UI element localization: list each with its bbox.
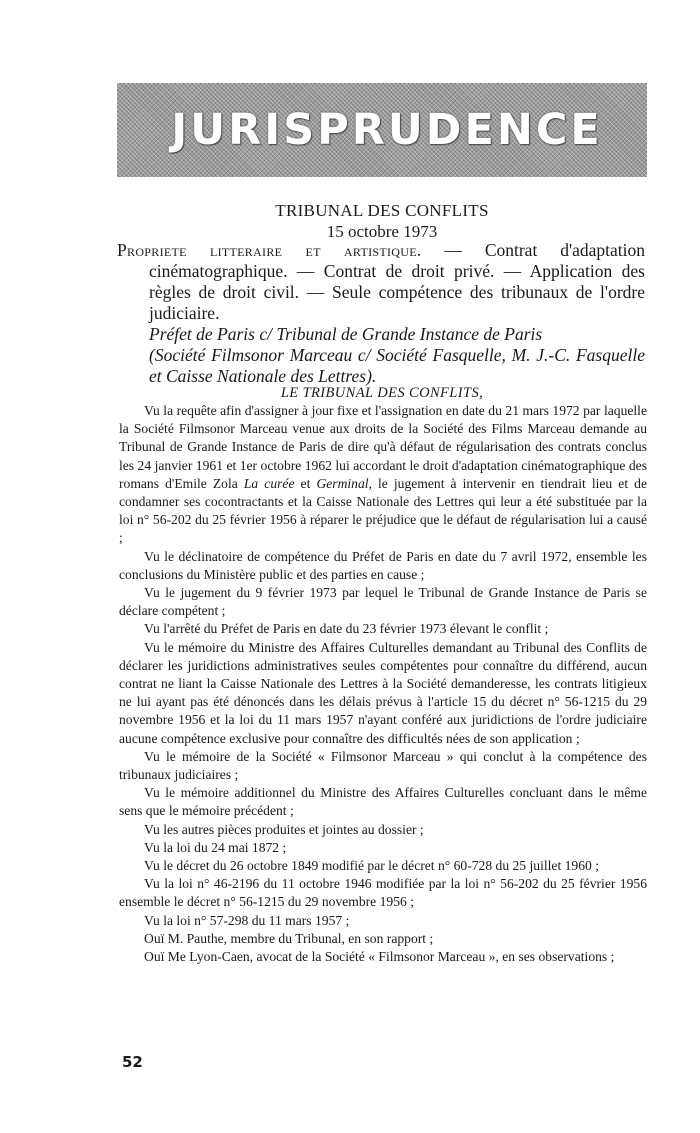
tribunal-heading: LE TRIBUNAL DES CONFLITS, xyxy=(280,385,484,401)
decision-date: 15 octobre 1973 xyxy=(326,222,438,241)
conjunction: et xyxy=(294,475,317,491)
paragraph-12: Vu la loi n° 57-298 du 11 mars 1957 ; xyxy=(144,912,350,928)
paragraph-5: Vu le mémoire du Ministre des Affaires Culturelles demandant au Tribunal des Conflits de déclarer les juridictions administratives seules compétentes pour connaître du différend, aucun contrat ne liant la Caisse Nationale des Lettres à la Société demanderesse, les contrats litigieux ne lui ayant pas été dénoncés dans les délais prévus à l'article 15 du décret n° 56-1215 du 29 novembre 1956 et la loi du 11 mars 1957 n'ayant conféré aux juridictions de l'ordre judiciaire aucune compétence exclusive pour connaître des difficultés nées de son application ; xyxy=(119,639,647,746)
keywords-text: — Contrat d'adaptation cinématographique. — Contrat de droit privé. — Application des règles de droit civil. — Seule compétence des tribunaux de l'ordre judiciaire. xyxy=(149,240,645,323)
court-name: TRIBUNAL DES CONFLITS xyxy=(275,201,489,220)
paragraph-2: Vu le déclinatoire de compétence du Préfet de Paris en date du 7 avril 1972, ensemble les conclusions du Ministère public et des parties en cause ; xyxy=(119,548,647,582)
paragraph-10: Vu le décret du 26 octobre 1849 modifié par le décret n° 60-728 du 25 juillet 1960 ; xyxy=(144,858,599,874)
paragraph-13: Ouï M. Pauthe, membre du Tribunal, en son rapport ; xyxy=(144,930,434,946)
page-number: 52 xyxy=(122,1053,143,1071)
paragraph-14: Ouï Me Lyon-Caen, avocat de la Société « Filmsonor Marceau », en ses observations ; xyxy=(144,949,615,965)
paragraph-11: Vu la loi n° 46-2196 du 11 octobre 1946 modifiée par la loi n° 56-202 du 25 février 1956 ensemble le décret n° 56-1215 du 29 novembre 1956 ; xyxy=(119,876,647,910)
keywords-label: Propriete litteraire et artistique. xyxy=(117,240,422,260)
paragraph-8: Vu les autres pièces produites et jointes au dossier ; xyxy=(144,821,424,837)
paragraph-1 xyxy=(119,402,647,548)
paragraph-7: Vu le mémoire additionnel du Ministre des Affaires Culturelles concluant dans le même sens que le mémoire précédent ; xyxy=(119,785,647,819)
case-summary xyxy=(117,240,645,387)
work-title-la-curee: La curée xyxy=(243,475,295,491)
paragraph-9: Vu la loi du 24 mai 1872 ; xyxy=(144,839,287,855)
parties-line-2: (Société Filmsonor Marceau c/ Société Fasquelle, M. J.-C. Fasquelle et Caisse Nationale des Lettres). xyxy=(149,345,645,386)
paragraph-6: Vu le mémoire de la Société « Filmsonor Marceau » qui conclut à la compétence des tribunaux judiciaires ; xyxy=(119,748,647,783)
banner-title: JURISPRUDENCE xyxy=(171,105,603,155)
section-banner xyxy=(117,83,647,177)
paragraph-3: Vu le jugement du 9 février 1973 par lequel le Tribunal de Grande Instance de Paris se déclare compétent ; xyxy=(119,585,647,619)
paragraph-1-start: Vu la requête afin d'assigner à jour fixe et l'assignation en date du 21 mars 1972 par laquelle la Société Filmsonor Marceau venue aux droits de la Société des Films Marceau demande au Tribunal de Grande Instance de Paris de dire qu'à défaut de régularisation des contrats conclus les 24 janvier 1961 et 1er octobre 1962 lui accordant le droit d'adaptation cinématographique des romans d'Emile Zola xyxy=(119,403,647,491)
paragraph-4: Vu l'arrêté du Préfet de Paris en date du 23 février 1973 élevant le conflit ; xyxy=(144,621,549,637)
work-title-germinal: Germinal, xyxy=(316,475,372,491)
decision-body xyxy=(119,402,647,966)
paragraph-1-end: le jugement à intervenir en tiendrait lieu et de condamner ses cocontractants et la Caisse Nationale des Lettres qui leur a été substituée par la loi n° 56-202 du 25 février 1956 à réparer le préjudice que le défaut de régularisation lui a causé ; xyxy=(119,475,647,546)
case-keywords xyxy=(117,240,645,324)
parties-line-1: Préfet de Paris c/ Tribunal de Grande Instance de Paris xyxy=(149,324,543,344)
